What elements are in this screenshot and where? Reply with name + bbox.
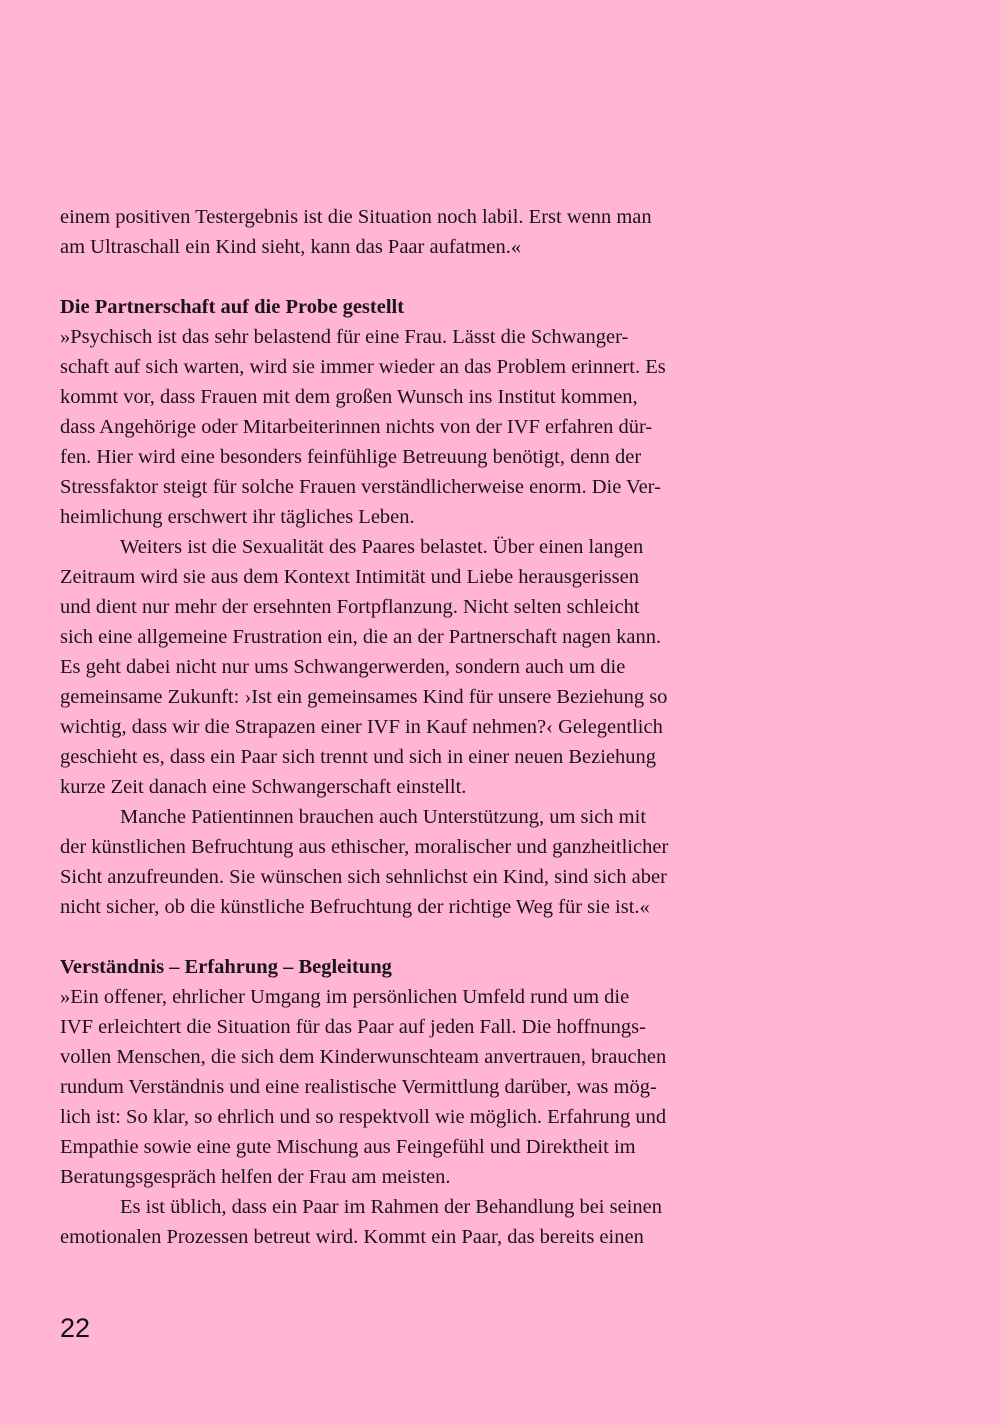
text-line: gemeinsame Zukunft: ›Ist ein gemeinsames Kind für unsere Beziehung so — [60, 686, 668, 708]
text-line: heimlichung erschwert ihr tägliches Leben. — [60, 506, 415, 528]
text-line: sich eine allgemeine Frustration ein, die an der Partnerschaft nagen kann. — [60, 626, 662, 648]
text-line: Empathie sowie eine gute Mischung aus Feingefühl und Direktheit im — [60, 1136, 636, 1158]
text-line: Sicht anzufreunden. Sie wünschen sich sehnlichst ein Kind, sind sich aber — [60, 866, 667, 888]
page-number: 22 — [60, 1313, 91, 1343]
text-line: dass Angehörige oder Mitarbeiterinnen nichts von der IVF erfahren dür- — [60, 416, 653, 438]
text-line: rundum Verständnis und eine realistische Vermittlung darüber, was mög- — [60, 1076, 657, 1098]
paragraph — [60, 322, 700, 532]
text-line: Weiters ist die Sexualität des Paares belastet. Über einen langen — [120, 536, 644, 558]
text-line: Zeitraum wird sie aus dem Kontext Intimität und Liebe herausgerissen — [60, 566, 639, 588]
paragraph — [60, 1192, 700, 1252]
text-line: der künstlichen Befruchtung aus ethischer, moralischer und ganzheitlicher — [60, 836, 669, 858]
text-line: Beratungsgespräch helfen der Frau am meisten. — [60, 1166, 451, 1188]
paragraph — [60, 532, 700, 802]
text-line: nicht sicher, ob die künstliche Befruchtung der richtige Weg für sie ist.« — [60, 896, 650, 918]
text-line: schaft auf sich warten, wird sie immer wieder an das Problem erinnert. Es — [60, 356, 666, 378]
text-line: Manche Patientinnen brauchen auch Unterstützung, um sich mit — [120, 806, 647, 828]
text-line: Stressfaktor steigt für solche Frauen verständlicherweise enorm. Die Ver- — [60, 476, 661, 498]
text-line: kurze Zeit danach eine Schwangerschaft einstellt. — [60, 776, 467, 798]
text-line: IVF erleichtert die Situation für das Paar auf jeden Fall. Die hoffnungs- — [60, 1016, 646, 1038]
intro-paragraph — [60, 202, 700, 262]
text-line: »Ein offener, ehrlicher Umgang im persönlichen Umfeld rund um die — [60, 986, 630, 1008]
text-line: »Psychisch ist das sehr belastend für eine Frau. Lässt die Schwanger- — [60, 326, 629, 348]
text-line: fen. Hier wird eine besonders feinfühlige Betreuung benötigt, denn der — [60, 446, 642, 468]
text-line: geschieht es, dass ein Paar sich trennt und sich in einer neuen Beziehung — [60, 746, 657, 768]
text-line: kommt vor, dass Frauen mit dem großen Wunsch ins Institut kommen, — [60, 386, 638, 408]
text-column — [60, 202, 700, 1252]
text-line: lich ist: So klar, so ehrlich und so respektvoll wie möglich. Erfahrung und — [60, 1106, 667, 1128]
text-line: und dient nur mehr der ersehnten Fortpflanzung. Nicht selten schleicht — [60, 596, 640, 618]
text-line: einem positiven Testergebnis ist die Situation noch labil. Erst wenn man — [60, 206, 652, 228]
text-line: emotionalen Prozessen betreut wird. Kommt ein Paar, das bereits einen — [60, 1226, 644, 1248]
paragraph — [60, 802, 700, 922]
text-line: vollen Menschen, die sich dem Kinderwunschteam anvertrauen, brauchen — [60, 1046, 667, 1068]
section-heading-partnerschaft: Die Partnerschaft auf die Probe gestellt — [60, 296, 405, 318]
paragraph — [60, 982, 700, 1192]
section-heading-verstaendnis: Verständnis – Erfahrung – Begleitung — [60, 956, 392, 978]
text-line: am Ultraschall ein Kind sieht, kann das Paar aufatmen.« — [60, 236, 522, 258]
text-line: Es geht dabei nicht nur ums Schwangerwerden, sondern auch um die — [60, 656, 626, 678]
text-line: Es ist üblich, dass ein Paar im Rahmen der Behandlung bei seinen — [120, 1196, 662, 1218]
text-line: wichtig, dass wir die Strapazen einer IVF in Kauf nehmen?‹ Gelegentlich — [60, 716, 663, 738]
